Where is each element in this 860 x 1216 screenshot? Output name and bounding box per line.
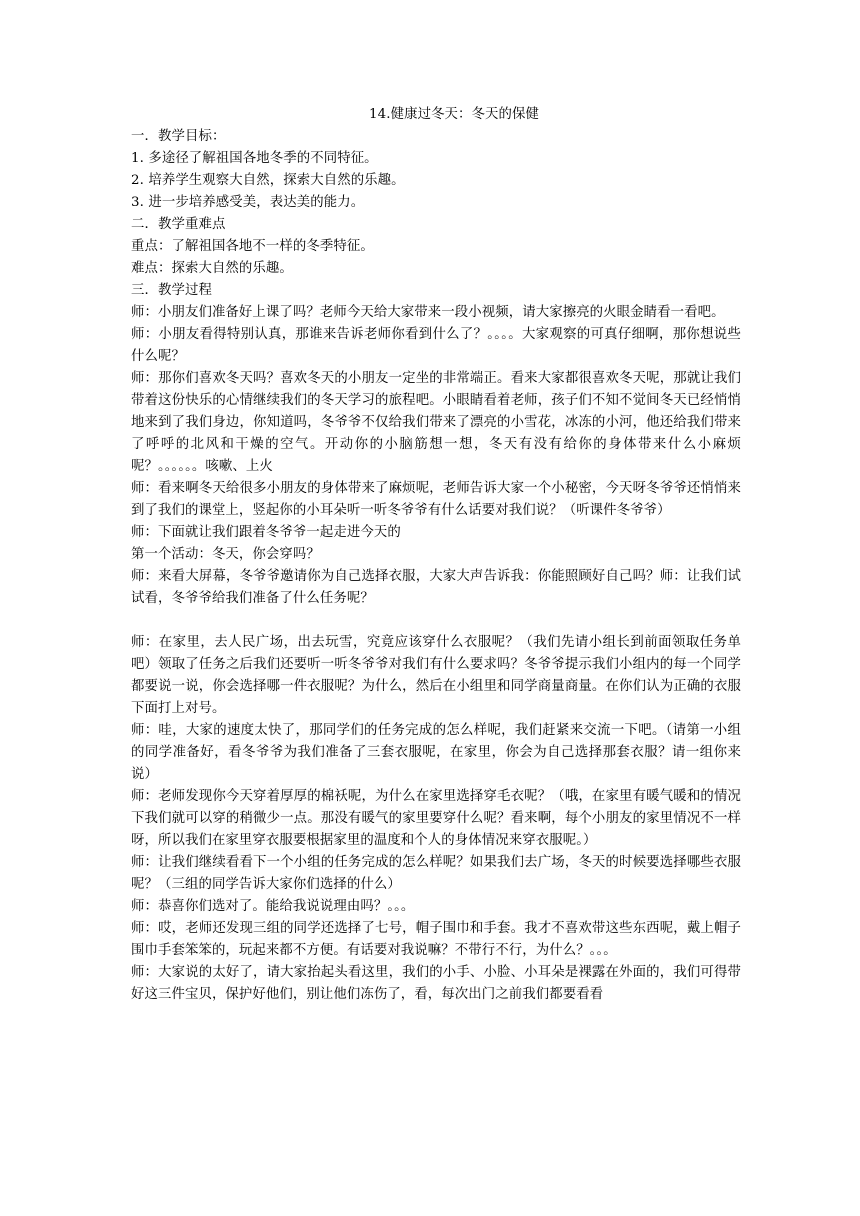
goal-item: 3. 进一步培养感受美，表达美的能力。 [131,195,365,210]
activity-heading: 第一个活动：冬天，你会穿吗？ [131,547,320,562]
goal-item: 1. 多途径了解祖国各地冬季的不同特征。 [131,151,378,166]
section-heading-key-points: 二．教学重难点 [131,217,226,232]
paragraph: 师：小朋友们准备好上课了吗？老师今天给大家带来一段小视频，请大家擦亮的火眼金睛看一看吧。 [131,305,725,320]
paragraph: 师：看来啊冬天给很多小朋友的身体带来了麻烦呢，老师告诉大家一个小秘密，今天呀冬爷爷还悄悄来到了我们的课堂上，竖起你的小耳朵听一听冬爷爷有什么话要对我们说？（听课件冬爷爷） [131,481,741,518]
paragraph: 师：来看大屏幕，冬爷爷邀请你为自己选择衣服，大家大声告诉我：你能照顾好自己吗？师：让我们试试看，冬爷爷给我们准备了什么任务呢？ [131,569,741,606]
key-point: 重点：了解祖国各地不一样的冬季特征。 [131,239,374,254]
paragraph: 师：在家里，去人民广场，出去玩雪，究竟应该穿什么衣服呢？（我们先请小组长到前面领取任务单吧）领取了任务之后我们还要听一听冬爷爷对我们有什么要求吗？冬爷爷提示我们小组内的每一个同学都要说一说，你会选择哪一件衣服呢？为什么，然后在小组里和同学商量商量。在你们认为正确的衣服下面打上对号。 [131,635,741,716]
paragraph: 师：大家说的太好了，请大家抬起头看这里，我们的小手、小脸、小耳朵是裸露在外面的，我们可得带好这三件宝贝，保护好他们，别让他们冻伤了，看，每次出门之前我们都要看看 [131,965,741,1002]
section-heading-goals: 一．教学目标： [131,129,226,144]
paragraph: 师：那你们喜欢冬天吗？喜欢冬天的小朋友一定坐的非常端正。看来大家都很喜欢冬天呢，那就让我们带着这份快乐的心情继续我们的冬天学习的旅程吧。小眼睛看着老师，孩子们不知不觉间冬天已经悄悄地来到了我们身边，你知道吗，冬爷爷不仅给我们带来了漂亮的小雪花，冰冻的小河，他还给我们带来了呼呼的北风和干燥的空气。开动你的小脑筋想一想，冬天有没有给你的身体带来什么小麻烦呢？。。。。。。咳嗽、上火 [131,371,741,474]
paragraph: 师：小朋友看得特别认真，那谁来告诉老师你看到什么了？。。。。大家观察的可真仔细啊，那你想说些什么呢？ [131,327,741,364]
paragraph: 师：恭喜你们选对了。能给我说说理由吗？。。。 [131,899,415,914]
document-title: 14.健康过冬天：冬天的保健 [369,107,539,122]
paragraph: 师：哎，老师还发现三组的同学还选择了七号，帽子围巾和手套。我才不喜欢带这些东西呢，戴上帽子围巾手套笨笨的，玩起来都不方便。有话要对我说嘛？不带行不行，为什么？。。。 [131,921,741,958]
paragraph: 师：哇，大家的速度太快了，那同学们的任务完成的怎么样呢，我们赶紧来交流一下吧。（请第一小组的同学准备好，看冬爷爷为我们准备了三套衣服呢，在家里，你会为自己选择那套衣服？请一组你来说） [131,723,741,782]
goal-item: 2. 培养学生观察大自然，探索大自然的乐趣。 [131,173,405,188]
paragraph: 师：让我们继续看看下一个小组的任务完成的怎么样呢？如果我们去广场，冬天的时候要选择哪些衣服呢？（三组的同学告诉大家你们选择的什么） [131,855,741,892]
section-heading-process: 三．教学过程 [131,283,212,298]
paragraph: 师：老师发现你今天穿着厚厚的棉袄呢，为什么在家里选择穿毛衣呢？（哦，在家里有暖气暖和的情况下我们就可以穿的稍微少一点。那没有暖气的家里要穿什么呢？看来啊，每个小朋友的家里情况不一样呀，所以我们在家里穿衣服要根据家里的温度和个人的身体情况来穿衣服呢。） [131,789,741,848]
blank-line [131,610,741,632]
difficult-point: 难点：探索大自然的乐趣。 [131,261,293,276]
paragraph: 师：下面就让我们跟着冬爷爷一起走进今天的 [131,525,401,540]
document-body [131,104,741,1006]
